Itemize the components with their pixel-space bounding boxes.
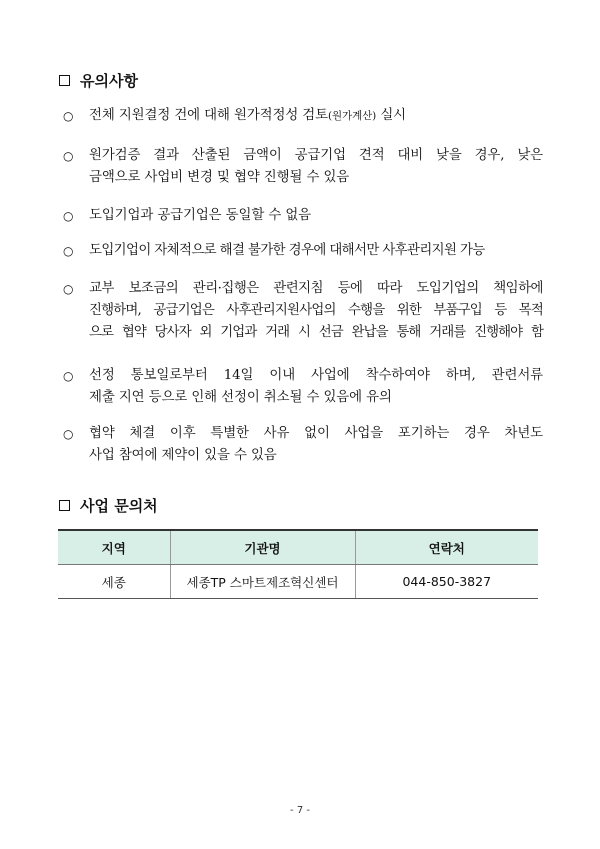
list-item-text: 으로 협약 당사자 외 기업과 거래 시 선금 완납을 통해 거래를 진행해야 함 xyxy=(89,325,543,340)
circle-bullet-icon: ○ xyxy=(63,149,74,163)
circle-bullet-icon: ○ xyxy=(63,369,74,383)
list-item-text: 교부 보조금의 관리·집행은 관련지침 등에 따라 도입기업의 책임하에 xyxy=(89,281,543,296)
list-item-text: 원가검증 결과 산출된 금액이 공급기업 견적 대비 낮을 경우, 낮은 xyxy=(89,148,543,163)
circle-bullet-icon: ○ xyxy=(63,244,74,258)
list-item xyxy=(63,105,553,127)
section-heading-notes xyxy=(59,70,138,91)
section-title: 사업 문의처 xyxy=(80,497,158,515)
section-heading-contact xyxy=(59,495,158,516)
contact-table xyxy=(58,529,538,599)
list-item xyxy=(63,145,553,189)
column-header-organization: 기관명 xyxy=(170,530,355,565)
list-item xyxy=(63,240,553,262)
circle-bullet-icon: ○ xyxy=(63,209,74,223)
page-number: - 7 - xyxy=(290,805,310,816)
column-header-region: 지역 xyxy=(58,530,170,565)
list-item-text: 금액으로 사업비 변경 및 협약 진행될 수 있음 xyxy=(89,170,350,185)
circle-bullet-icon: ○ xyxy=(63,109,74,123)
list-item-text: 협약 체결 이후 특별한 사유 없이 사업을 포기하는 경우 차년도 xyxy=(89,426,543,441)
list-item xyxy=(63,205,553,227)
list-item-text: 사업 참여에 제약이 있을 수 있음 xyxy=(89,448,277,463)
circle-bullet-icon: ○ xyxy=(63,427,74,441)
circle-bullet-icon: ○ xyxy=(63,282,74,296)
list-item-text: 도입기업과 공급기업은 동일할 수 없음 xyxy=(89,208,311,223)
list-item-text: 제출 지연 등으로 인해 선정이 취소될 수 있음에 유의 xyxy=(89,390,392,405)
list-item-suffix: 실시 xyxy=(376,108,406,123)
list-item-text: 진행하며, 공급기업은 사후관리지원사업의 수행을 위한 부품구입 등 목적 xyxy=(89,303,543,318)
list-item-text: 전체 지원결정 건에 대해 원가적정성 검토 xyxy=(89,108,328,123)
list-item xyxy=(63,423,553,467)
table-row xyxy=(58,565,538,599)
list-item-text: 도입기업이 자체적으로 해결 불가한 경우에 대해서만 사후관리지원 가능 xyxy=(89,243,485,258)
cell-organization: 세종TP 스마트제조혁신센터 xyxy=(170,565,355,599)
checkbox-square-icon xyxy=(59,75,70,86)
section-title: 유의사항 xyxy=(80,72,138,90)
list-item xyxy=(63,365,553,409)
table-header-row xyxy=(58,530,538,565)
cell-region: 세종 xyxy=(58,565,170,599)
column-header-contact: 연락처 xyxy=(355,530,538,565)
checkbox-square-icon xyxy=(59,500,70,511)
list-item xyxy=(63,278,553,344)
list-item-note: (원가계산) xyxy=(327,110,377,122)
list-item-text: 선정 통보일로부터 14일 이내 사업에 착수하여야 하며, 관련서류 xyxy=(89,368,543,383)
cell-phone: 044-850-3827 xyxy=(355,565,538,599)
